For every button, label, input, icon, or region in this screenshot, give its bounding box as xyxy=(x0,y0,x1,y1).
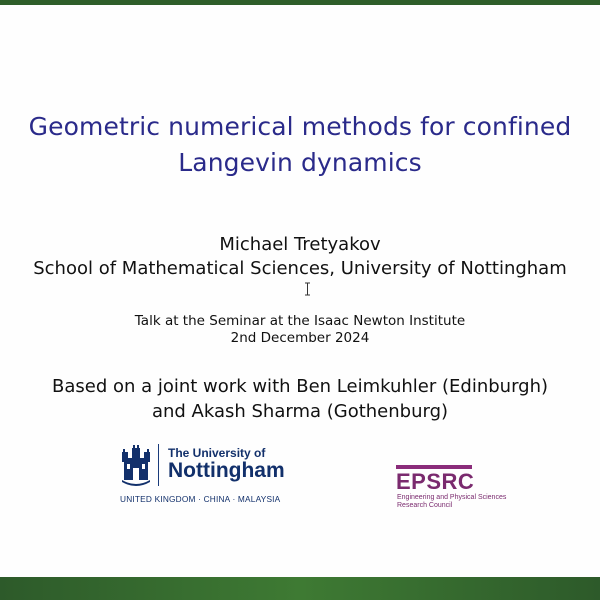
nottingham-logo-divider xyxy=(158,444,159,486)
talk-venue: Talk at the Seminar at the Isaac Newton Institute xyxy=(134,313,466,329)
author-affiliation: School of Mathematical Sciences, University of Nottingham xyxy=(33,258,567,279)
nottingham-logo-line-2: Nottingham xyxy=(168,459,285,482)
epsrc-logo-subtitle-1: Engineering and Physical Sciences xyxy=(397,494,507,501)
epsrc-logo-subtitle-2: Research Council xyxy=(397,502,453,509)
nottingham-logo-line-1: The University of xyxy=(168,446,266,460)
slide-title-line-1: Geometric numerical methods for confined xyxy=(28,112,572,141)
epsrc-logo-name: EPSRC xyxy=(396,469,475,494)
bottom-frame-bar xyxy=(0,577,600,600)
author-name: Michael Tretyakov xyxy=(219,234,381,255)
joint-work-line-1: Based on a joint work with Ben Leimkuhler (Edinburgh) xyxy=(51,376,549,397)
joint-work-line-2: and Akash Sharma (Gothenburg) xyxy=(151,401,449,422)
nottingham-logo xyxy=(118,440,285,508)
talk-date: 2nd December 2024 xyxy=(230,330,370,346)
nottingham-crest-icon xyxy=(120,444,152,486)
nottingham-logo-subtitle: UNITED KINGDOM · CHINA · MALAYSIA xyxy=(120,494,281,504)
text-cursor-icon xyxy=(304,282,311,296)
slide-title-line-2: Langevin dynamics xyxy=(178,148,422,177)
epsrc-logo xyxy=(396,465,526,515)
